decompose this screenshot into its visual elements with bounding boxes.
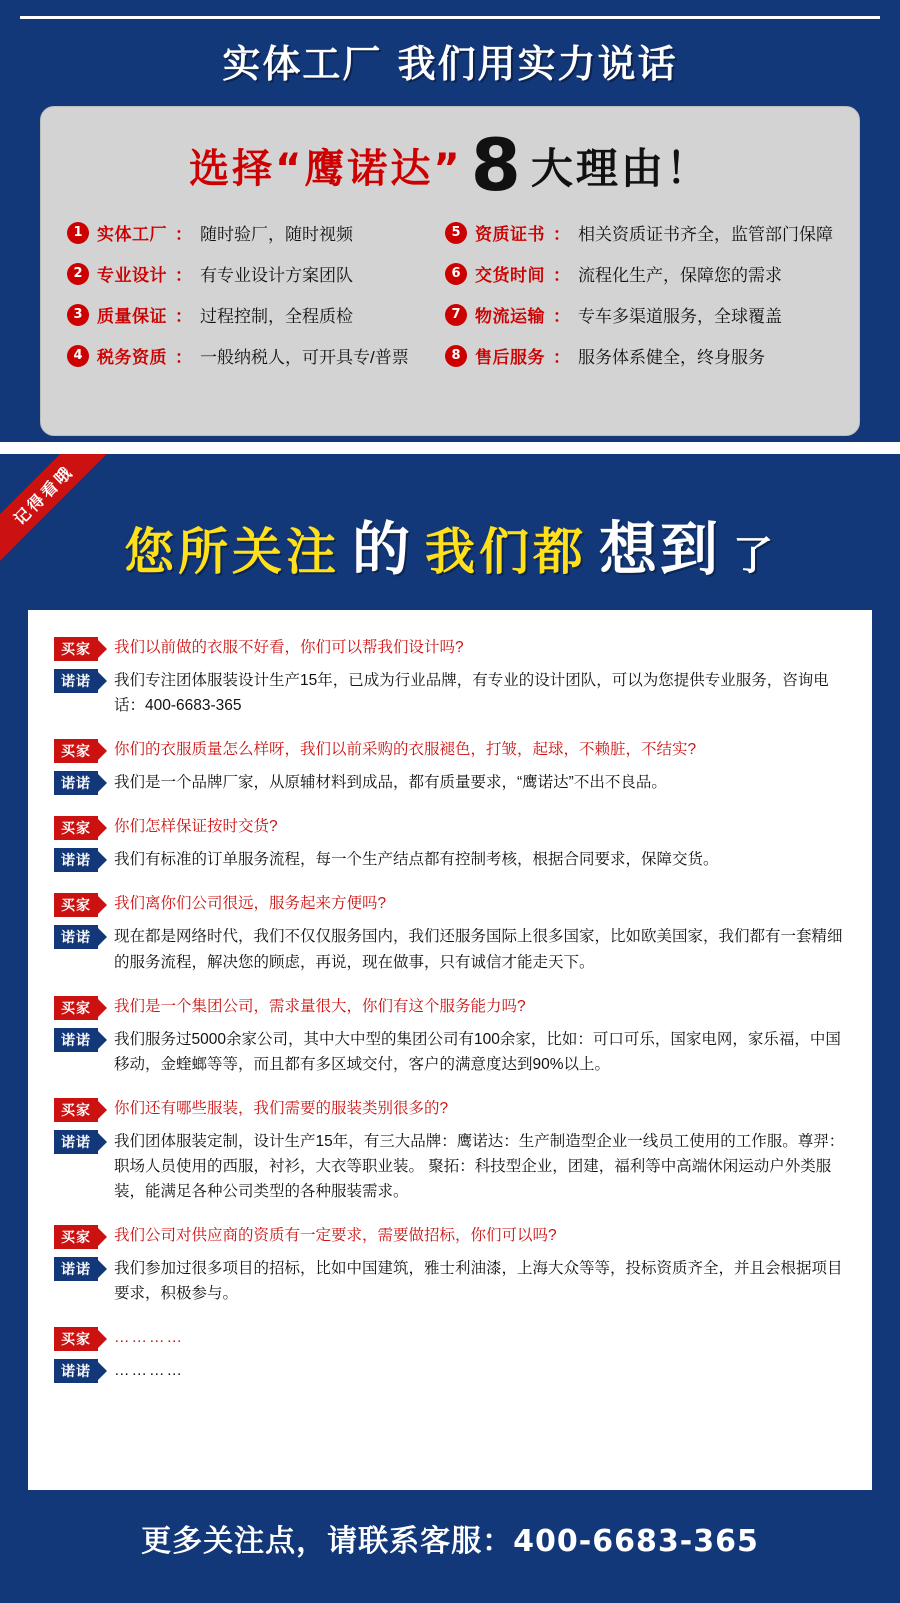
reason-number-badge: 7 [445, 304, 467, 326]
qa-answer-text: ………… [114, 1362, 184, 1380]
bottom-section [0, 454, 900, 1603]
qa-question-row [54, 995, 846, 1020]
qa-question-text: 我们以前做的衣服不好看，你们可以帮我们设计吗? [114, 639, 464, 656]
qa-answer-text: 我们有标准的订单服务流程，每一个生产结点都有控制考核，根据合同要求，保障交货。 [114, 851, 719, 869]
reason-text: 专车多渠道服务，全球覆盖 [578, 307, 782, 327]
top-section [0, 0, 900, 442]
qa-block [54, 1224, 846, 1306]
reason-number-badge: 1 [67, 222, 89, 244]
company-tag: 诺诺 [54, 771, 98, 795]
headline-part-5: 了 [733, 533, 777, 579]
reason-title: 售后服务 [475, 348, 545, 368]
reason-number-badge: 2 [67, 263, 89, 285]
qa-question-row [54, 636, 846, 661]
qa-answer-text: 我们参加过很多项目的招标，比如中国建筑，雅士利油漆，上海大众等等，投标资质齐全，并且会根据项目要求，积极参与。 [114, 1260, 843, 1303]
qa-question-text: 你们还有哪些服装，我们需要的服装类别很多的? [114, 1099, 449, 1117]
qa-answer-text: 现在都是网络时代，我们不仅仅服务国内，我们还服务国际上很多国家，比如欧美国家，我们都有一套精细的服务流程，解决您的顾虑，再说，现在做事，只有诚信才能走天下。 [114, 928, 843, 971]
reason-colon: ： [553, 266, 570, 286]
qa-block [54, 1326, 846, 1383]
buyer-tag: 买家 [54, 816, 98, 840]
company-tag: 诺诺 [54, 1257, 98, 1281]
qa-answer-text: 我们专注团体服装设计生产15年，已成为行业品牌，有专业的设计团队，可以为您提供专业服务，咨询电话：400-6683-365 [114, 672, 829, 715]
reason-title: 实体工厂 [97, 225, 167, 245]
reason-title: 专业设计 [97, 266, 167, 286]
qa-question-row [54, 738, 846, 763]
footer-contact: 更多关注点，请联系客服：400-6683-365 [141, 1524, 759, 1559]
qa-question-text: 我们是一个集团公司，需求量很大，你们有这个服务能力吗? [114, 997, 526, 1015]
qa-answer-row [54, 1256, 846, 1306]
buyer-tag: 买家 [54, 893, 98, 917]
qa-question-row [54, 892, 846, 917]
reason-number-badge: 6 [445, 263, 467, 285]
qa-block [54, 738, 846, 795]
buyer-tag: 买家 [54, 1225, 98, 1249]
reason-number-badge: 5 [445, 222, 467, 244]
reason-item [445, 343, 833, 368]
qa-question-row [54, 1224, 846, 1249]
reason-colon: ： [553, 348, 570, 368]
qa-answer-row [54, 1129, 846, 1204]
headline-part-3: 我们都 [425, 523, 587, 581]
corner-ribbon: 记得看哦 [0, 454, 115, 566]
headline-part-1: 您所关注 [123, 523, 340, 581]
qa-question-text: 你们的衣服质量怎么样呀，我们以前采购的衣服褪色，打皱，起球，不赖脏，不结实? [114, 741, 697, 759]
reason-item [67, 343, 435, 368]
reason-number-badge: 8 [445, 345, 467, 367]
headline-black-part: 大理由！ [530, 143, 711, 193]
reason-colon: ： [175, 348, 192, 368]
qa-question-text: ………… [114, 1329, 184, 1347]
reason-item [67, 302, 435, 327]
reasons-box [40, 106, 860, 436]
reason-item [445, 220, 833, 245]
reason-colon: ： [553, 307, 570, 327]
qa-question-text: 你们怎样保证按时交货? [114, 818, 278, 836]
qa-block [54, 1097, 846, 1204]
qa-answer-row [54, 1027, 846, 1077]
reason-colon: ： [175, 266, 192, 286]
qa-block [54, 995, 846, 1077]
qa-block [54, 815, 846, 872]
reason-title: 交货时间 [475, 266, 545, 286]
reason-number-badge: 4 [67, 345, 89, 367]
qa-answer-text: 我们服务过5000余家公司，其中大中型的集团公司有100余家，比如：可口可乐，国家电网，家乐福，中国移动，金蝰螂等等，而且都有多区域交付，客户的满意度达到90%以上。 [114, 1030, 841, 1073]
reason-item [67, 261, 435, 286]
headline-red-part: 选择“鹰诺达” [189, 146, 463, 193]
reason-text: 有专业设计方案团队 [200, 266, 353, 286]
qa-block [54, 892, 846, 974]
reason-text: 服务体系健全，终身服务 [578, 348, 765, 368]
headline-number: 8 [470, 123, 521, 207]
section-gap [0, 442, 900, 454]
qa-answer-text: 我们是一个品牌厂家，从原辅材料到成品，都有质量要求，“鹰诺达”不出不良品。 [114, 774, 667, 792]
reason-text: 相关资质证书齐全，监管部门保障 [578, 225, 833, 245]
reason-title: 质量保证 [97, 307, 167, 327]
buyer-tag: 买家 [54, 996, 98, 1020]
banner-title: 实体工厂 我们用实力说话 [222, 42, 678, 86]
headline-part-2: 的 [351, 515, 413, 583]
headline-part-4: 想到 [599, 515, 722, 583]
company-tag: 诺诺 [54, 1130, 98, 1154]
reason-title: 物流运输 [475, 307, 545, 327]
reason-text: 一般纳税人，可开具专/普票 [200, 348, 409, 368]
reason-number-badge: 3 [67, 304, 89, 326]
reason-colon: ： [175, 225, 192, 245]
buyer-tag: 买家 [54, 1327, 98, 1351]
qa-card [28, 610, 872, 1490]
qa-answer-row [54, 847, 846, 872]
reason-item [445, 302, 833, 327]
qa-question-row [54, 1097, 846, 1122]
qa-answer-row [54, 770, 846, 795]
buyer-tag: 买家 [54, 1098, 98, 1122]
reason-title: 税务资质 [97, 348, 167, 368]
qa-question-row [54, 815, 846, 840]
reason-text: 流程化生产，保障您的需求 [578, 266, 782, 286]
qa-question-text: 我们公司对供应商的资质有一定要求，需要做招标，你们可以吗? [114, 1227, 557, 1245]
reason-colon: ： [553, 225, 570, 245]
qa-question-row [54, 1326, 846, 1351]
qa-block [54, 636, 846, 718]
reason-item [67, 220, 435, 245]
buyer-tag: 买家 [54, 637, 98, 661]
reasons-headline [67, 123, 833, 220]
reasons-grid [67, 220, 833, 368]
company-tag: 诺诺 [54, 1028, 98, 1052]
qa-answer-row [54, 1358, 846, 1383]
bottom-headline [0, 454, 900, 610]
qa-answer-row [54, 924, 846, 974]
company-tag: 诺诺 [54, 669, 98, 693]
company-tag: 诺诺 [54, 848, 98, 872]
buyer-tag: 买家 [54, 739, 98, 763]
qa-answer-row [54, 668, 846, 718]
reason-text: 过程控制，全程质检 [200, 307, 353, 327]
reason-colon: ： [175, 307, 192, 327]
company-tag: 诺诺 [54, 1359, 98, 1383]
reason-title: 资质证书 [475, 225, 545, 245]
qa-answer-text: 我们团体服装定制，设计生产15年，有三大品牌：鹰诺达：生产制造型企业一线员工使用的工作服。尊羿：职场人员使用的西服，衬衫，大衣等职业装。 聚拓：科技型企业，团建，福利等中高端休闲运动户外类服装，能满足各种公司类型的各种服装需求。 [114, 1132, 845, 1201]
qa-question-text: 我们离你们公司很远，服务起来方便吗? [114, 895, 387, 913]
company-tag: 诺诺 [54, 925, 98, 949]
reason-text: 随时验厂，随时视频 [200, 225, 353, 245]
reason-item [445, 261, 833, 286]
